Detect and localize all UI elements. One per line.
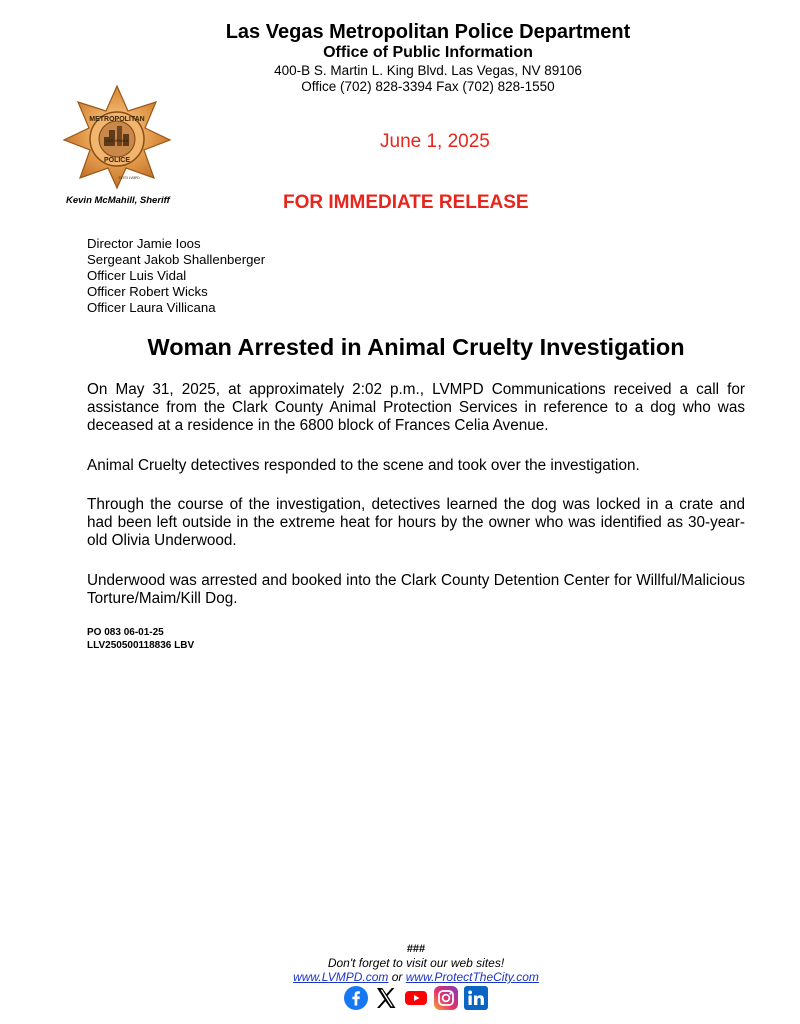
body-paragraph: Underwood was arrested and booked into the Clark County Detention Center for Willful/Malicious Torture/Maim/Kill Dog. xyxy=(87,572,745,607)
body-paragraph: Animal Cruelty detectives responded to the scene and took over the investigation. xyxy=(87,457,640,474)
department-address: 400-B S. Martin L. King Blvd. Las Vegas, NV 89106 xyxy=(274,63,582,78)
po-number: PO 083 06-01-25 xyxy=(87,627,164,638)
officer-name: Director Jamie Ioos xyxy=(87,236,201,251)
event-number: LLV250500118836 LBV xyxy=(87,640,195,651)
linkedin-icon[interactable] xyxy=(464,986,488,1010)
protect-the-city-link[interactable]: www.ProtectTheCity.com xyxy=(405,970,539,984)
office-name: Office of Public Information xyxy=(323,44,533,61)
badge-top-text: METROPOLITAN xyxy=(89,116,145,123)
lvmpd-website-link[interactable]: www.LVMPD.com xyxy=(293,970,389,984)
or-text: or xyxy=(388,970,406,984)
badge-copyright: ©1973 LVMPD xyxy=(118,176,140,180)
badge-city-text: LAS VEGAS xyxy=(105,138,129,143)
instagram-icon[interactable] xyxy=(434,986,458,1010)
badge-bottom-text: POLICE xyxy=(103,157,131,164)
body-paragraph: On May 31, 2025, at approximately 2:02 p.m., LVMPD Communications received a call for assistance from the Clark County Animal Protection Services in reference to a dog who was deceased at a residence in the 6800 block of Frances Celia Avenue. xyxy=(87,381,745,434)
website-links xyxy=(0,970,800,984)
youtube-icon[interactable] xyxy=(404,986,428,1010)
end-mark: ### xyxy=(406,943,426,955)
x-icon[interactable] xyxy=(374,986,398,1010)
social-icons xyxy=(344,986,488,1010)
department-phones: Office (702) 828-3394 Fax (702) 828-1550 xyxy=(301,79,555,94)
facebook-icon[interactable] xyxy=(344,986,368,1010)
officer-name: Officer Luis Vidal xyxy=(87,268,187,283)
officer-name: Sergeant Jakob Shallenberger xyxy=(87,252,266,267)
reference-numbers xyxy=(87,626,194,652)
release-label: FOR IMMEDIATE RELEASE xyxy=(283,192,529,213)
visit-text: Don't forget to visit our web sites! xyxy=(327,956,505,970)
police-star-badge xyxy=(62,84,172,190)
release-date: June 1, 2025 xyxy=(380,131,490,152)
body-paragraph: Through the course of the investigation, detectives learned the dog was locked in a crate and had been left outside in the extreme heat for hours by the owner who was identified as 30-year-old Olivia Underwood. xyxy=(87,496,745,549)
sheriff-name: Kevin McMahill, Sheriff xyxy=(66,195,170,206)
officer-name: Officer Robert Wicks xyxy=(87,284,208,299)
officer-list xyxy=(87,236,265,316)
officer-name: Officer Laura Villicana xyxy=(87,300,216,315)
department-name: Las Vegas Metropolitan Police Department xyxy=(225,21,631,43)
headline: Woman Arrested in Animal Cruelty Investigation xyxy=(147,334,685,360)
